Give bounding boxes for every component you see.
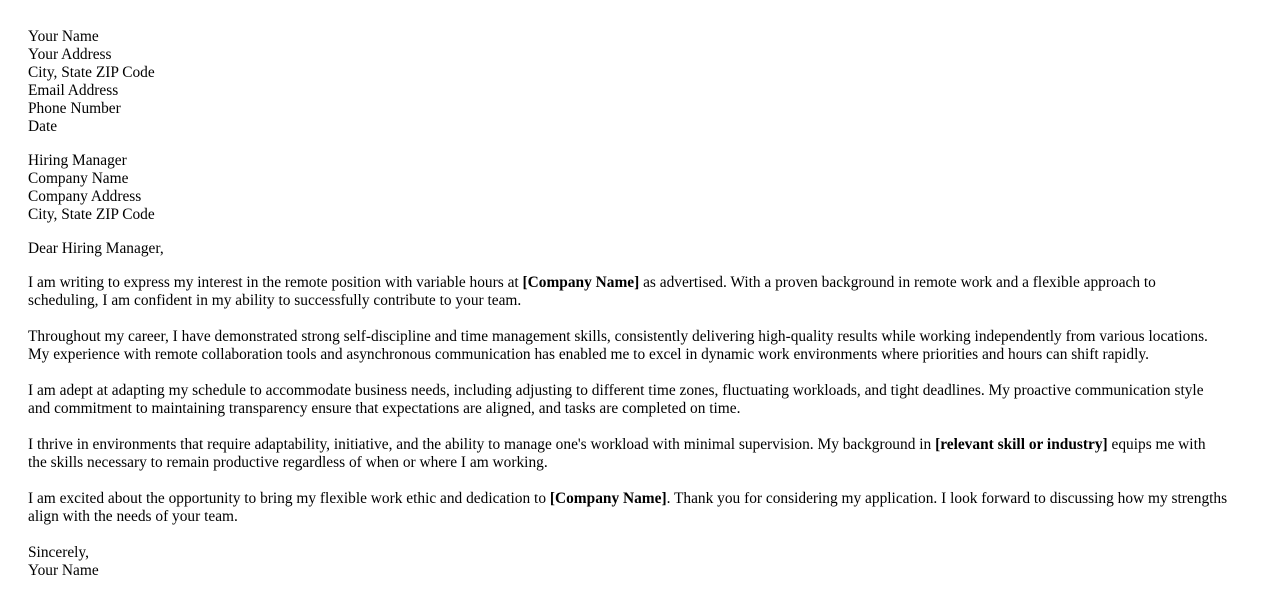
recipient-title: Hiring Manager — [28, 152, 127, 169]
skill-industry-placeholder: [relevant skill or industry] — [935, 436, 1108, 453]
sender-block — [28, 28, 1228, 136]
body-paragraph-1 — [28, 274, 1228, 310]
company-name-placeholder: [Company Name] — [522, 274, 640, 291]
body-paragraph-4-text-c: equips me with the skills necessary to remain productive regardless of when or where I am working. — [28, 436, 1206, 471]
body-paragraph-3: I am adept at adapting my schedule to accommodate business needs, including adjusting to different time zones, fluctuating workloads, and tight deadlines. My proactive communication style and commitment to maintaining transparency ensure that expectations are aligned, and tasks are completed on time. — [28, 382, 1204, 417]
body-paragraph-5-text-c: . Thank you for considering my application. I look forward to discussing how my strengths align with the needs of your team. — [28, 490, 1228, 525]
sender-address: Your Address — [28, 46, 112, 63]
salutation-text: Dear Hiring Manager, — [28, 240, 164, 257]
valediction: Sincerely, — [28, 544, 89, 561]
recipient-company: Company Name — [28, 170, 129, 187]
sender-email: Email Address — [28, 82, 119, 99]
letter-date: Date — [28, 118, 58, 135]
body-paragraph-1-text-c: as advertised. With a proven background in remote work and a flexible approach to scheduling, I am confident in my ability to successfully contribute to your team. — [28, 274, 1156, 309]
recipient-block — [28, 152, 1228, 224]
sender-phone: Phone Number — [28, 100, 121, 117]
sender-name: Your Name — [28, 28, 99, 45]
body-paragraph-4 — [28, 436, 1228, 472]
company-name-placeholder-2: [Company Name] — [549, 490, 667, 507]
salutation — [28, 240, 1228, 258]
body-paragraph-5-text-a: I am excited about the opportunity to bring my flexible work ethic and dedication to — [28, 490, 550, 507]
recipient-address: Company Address — [28, 188, 142, 205]
recipient-city-state-zip: City, State ZIP Code — [28, 206, 155, 223]
signature-name: Your Name — [28, 562, 99, 579]
body-paragraph-4-text-a: I thrive in environments that require adaptability, initiative, and the ability to manage one's workload with minimal supervision. My background in — [28, 436, 936, 453]
body-paragraph-5 — [28, 490, 1228, 526]
body-paragraph-1-text-a: I am writing to express my interest in the remote position with variable hours at — [28, 274, 523, 291]
body-paragraph-2: Throughout my career, I have demonstrated strong self-discipline and time management skills, consistently delivering high-quality results while working independently from various locations. My experience with remote collaboration tools and asynchronous communication has enabled me to excel in dynamic work environments where priorities and hours can shift rapidly. — [28, 328, 1208, 363]
closing-block — [28, 544, 1228, 580]
sender-city-state-zip: City, State ZIP Code — [28, 64, 155, 81]
